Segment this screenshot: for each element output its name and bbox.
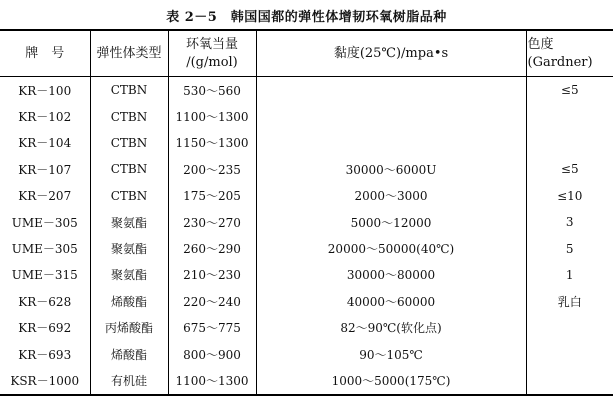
table-row <box>0 77 613 104</box>
table-row <box>0 315 613 341</box>
cell-brand: KR－207 <box>18 189 72 204</box>
table-row <box>0 209 613 235</box>
cell-elastomer-type: 烯酸酯 <box>90 341 168 367</box>
cell-elastomer-type: CTBN <box>90 183 168 209</box>
table-row <box>0 235 613 261</box>
cell-viscosity: 20000～50000(40℃) <box>256 235 526 261</box>
cell-color <box>526 103 613 129</box>
table-row <box>0 130 613 156</box>
table-row <box>0 341 613 367</box>
cell-brand: KR－100 <box>18 83 72 98</box>
cell-brand: KR－102 <box>18 110 72 125</box>
cell-epoxy-equivalent: 675～775 <box>168 315 256 341</box>
table-row <box>0 262 613 288</box>
table-row <box>0 288 613 314</box>
cell-viscosity: 40000～60000 <box>256 288 526 314</box>
cell-epoxy-equivalent: 220～240 <box>168 288 256 314</box>
cell-viscosity: 82～90℃(软化点) <box>256 315 526 341</box>
cell-viscosity: 5000～12000 <box>256 209 526 235</box>
cell-epoxy-equivalent: 210～230 <box>168 262 256 288</box>
header-epoxy-equivalent <box>168 30 256 77</box>
cell-viscosity: 2000～3000 <box>256 183 526 209</box>
epoxy-resin-table <box>0 29 613 396</box>
cell-color: ≤5 <box>526 77 613 104</box>
cell-color: 1 <box>526 262 613 288</box>
header-elastomer-type: 弹性体类型 <box>90 30 168 77</box>
cell-epoxy-equivalent: 260～290 <box>168 235 256 261</box>
cell-epoxy-equivalent: 1100～1300 <box>168 367 256 394</box>
header-color: 色度(Gardner) <box>526 30 613 77</box>
table-row <box>0 156 613 182</box>
cell-brand: UME－305 <box>11 215 78 230</box>
cell-brand: UME－305 <box>11 242 78 257</box>
cell-elastomer-type: CTBN <box>90 77 168 104</box>
cell-color: ≤5 <box>526 156 613 182</box>
table-row <box>0 103 613 129</box>
cell-brand: UME－315 <box>11 268 78 283</box>
cell-color: 3 <box>526 209 613 235</box>
cell-elastomer-type: CTBN <box>90 130 168 156</box>
table-caption: 表 2－5 韩国国都的弹性体增韧环氧树脂品种 <box>166 10 447 25</box>
cell-elastomer-type: 聚氨酯 <box>90 262 168 288</box>
cell-color: ≤10 <box>526 183 613 209</box>
header-epoxy-equivalent-line2: /(g/mol) <box>186 54 238 70</box>
cell-viscosity <box>256 103 526 129</box>
cell-color <box>526 130 613 156</box>
cell-epoxy-equivalent: 200～235 <box>168 156 256 182</box>
cell-viscosity: 30000～80000 <box>256 262 526 288</box>
header-row <box>0 30 613 77</box>
cell-brand: KR－692 <box>18 321 72 336</box>
cell-viscosity: 30000～6000U <box>256 156 526 182</box>
cell-elastomer-type: 烯酸酯 <box>90 288 168 314</box>
cell-color: 乳白 <box>526 288 613 314</box>
cell-elastomer-type: 有机硅 <box>90 367 168 394</box>
cell-epoxy-equivalent: 230～270 <box>168 209 256 235</box>
cell-viscosity <box>256 130 526 156</box>
cell-viscosity <box>256 77 526 104</box>
cell-epoxy-equivalent: 1100～1300 <box>168 103 256 129</box>
cell-elastomer-type: CTBN <box>90 156 168 182</box>
cell-epoxy-equivalent: 1150～1300 <box>168 130 256 156</box>
cell-elastomer-type: 聚氨酯 <box>90 235 168 261</box>
table-row <box>0 367 613 394</box>
cell-brand: KR－107 <box>18 162 72 177</box>
cell-color <box>526 341 613 367</box>
cell-elastomer-type: CTBN <box>90 103 168 129</box>
cell-color: 5 <box>526 235 613 261</box>
header-brand: 牌 号 <box>0 30 90 77</box>
cell-brand: KSR－1000 <box>10 373 80 388</box>
cell-elastomer-type: 丙烯酸酯 <box>90 315 168 341</box>
cell-epoxy-equivalent: 175～205 <box>168 183 256 209</box>
cell-brand: KR－628 <box>18 294 72 309</box>
cell-elastomer-type: 聚氨酯 <box>90 209 168 235</box>
table-row <box>0 183 613 209</box>
cell-epoxy-equivalent: 800～900 <box>168 341 256 367</box>
cell-brand: KR－104 <box>18 136 72 151</box>
cell-viscosity: 1000～5000(175℃) <box>256 367 526 394</box>
cell-color <box>526 315 613 341</box>
cell-viscosity: 90～105℃ <box>256 341 526 367</box>
cell-epoxy-equivalent: 530～560 <box>168 77 256 104</box>
cell-color <box>526 367 613 394</box>
header-epoxy-equivalent-line1: 环氧当量 <box>185 36 238 52</box>
cell-brand: KR－693 <box>18 347 72 362</box>
header-viscosity: 黏度(25℃)/mpa•s <box>256 30 526 77</box>
